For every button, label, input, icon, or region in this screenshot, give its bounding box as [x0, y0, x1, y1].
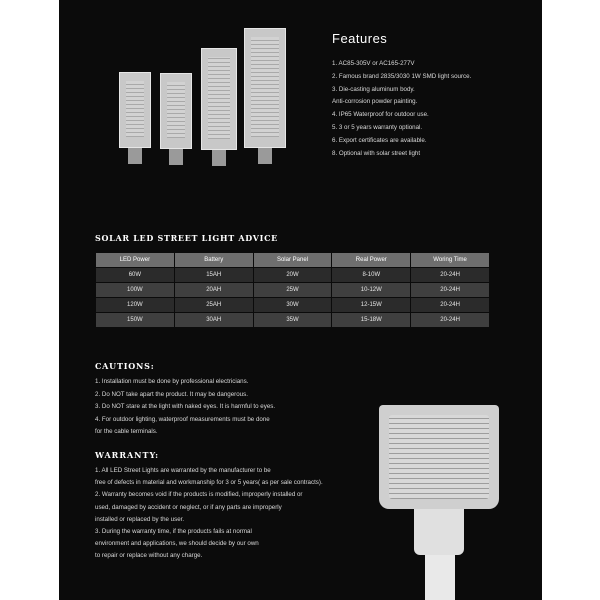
warranty-line: environment and applications, we should decide by our own: [95, 540, 259, 548]
street-light-small: [119, 72, 151, 148]
table-cell: 60W: [96, 268, 175, 283]
cautions-heading: CAUTIONS:: [95, 361, 155, 371]
features-list: [332, 58, 471, 160]
table-cell: 25AH: [174, 298, 253, 313]
column-header: Real Power: [332, 253, 411, 268]
table-cell: 20W: [253, 268, 332, 283]
table-row: [96, 313, 490, 328]
caution-item: 1. Installation must be done by professional electricians.: [95, 378, 249, 385]
cautions-list: [95, 376, 275, 439]
feature-item: 6. Export certificates are available.: [332, 136, 427, 144]
table-cell: 15AH: [174, 268, 253, 283]
table-cell: 20-24H: [411, 313, 490, 328]
table-cell: 100W: [96, 283, 175, 298]
table-row: [96, 268, 490, 283]
warranty-line: free of defects in material and workmanship for 3 or 5 years( as per sale contracts).: [95, 479, 323, 487]
table-cell: 8-10W: [332, 268, 411, 283]
feature-item: 3. Die-casting aluminum body.: [332, 85, 415, 93]
table-row: [96, 298, 490, 313]
spec-table: [95, 252, 490, 328]
caution-item: for the cable terminals.: [95, 428, 158, 436]
table-cell: 20AH: [174, 283, 253, 298]
advice-heading: SOLAR LED STREET LIGHT ADVICE: [95, 233, 278, 243]
warranty-line: 1. All LED Street Lights are warranted by the manufacturer to be: [95, 467, 271, 474]
table-cell: 15-18W: [332, 313, 411, 328]
street-light-closeup-image: [379, 405, 499, 553]
warranty-text: [95, 465, 323, 563]
table-cell: 10-12W: [332, 283, 411, 298]
feature-item: 8. Optional with solar street light: [332, 149, 421, 157]
column-header: Battery: [174, 253, 253, 268]
features-heading: Features: [332, 31, 388, 46]
caution-item: 3. Do NOT stare at the light with naked eyes. It is harmful to eyes.: [95, 403, 276, 411]
feature-item: 2. Famous brand 2835/3030 1W SMD light source.: [332, 72, 472, 80]
warranty-line: used, damaged by accident or neglect, or if any parts are improperly: [95, 503, 282, 511]
street-light-large: [201, 48, 237, 150]
table-cell: 20-24H: [411, 268, 490, 283]
table-cell: 25W: [253, 283, 332, 298]
warranty-line: to repair or replace without any charge.: [95, 552, 203, 560]
table-cell: 20-24H: [411, 283, 490, 298]
table-cell: 30AH: [174, 313, 253, 328]
table-cell: 20-24H: [411, 298, 490, 313]
warranty-heading: WARRANTY:: [95, 450, 160, 460]
feature-item: 4. IP65 Waterproof for outdoor use.: [332, 111, 429, 119]
column-header: LED Power: [96, 253, 175, 268]
warranty-line: installed or replaced by the user.: [95, 515, 185, 523]
table-cell: 12-15W: [332, 298, 411, 313]
feature-item: 1. AC85-305V or AC165-277V: [332, 60, 415, 67]
table-cell: 150W: [96, 313, 175, 328]
table-cell: 35W: [253, 313, 332, 328]
feature-item: 5. 3 or 5 years warranty optional.: [332, 123, 423, 131]
feature-item: Anti-corrosion powder painting.: [332, 98, 418, 106]
caution-item: 4. For outdoor lighting, waterproof measurements must be done: [95, 415, 270, 423]
table-cell: 30W: [253, 298, 332, 313]
caution-item: 2. Do NOT take apart the product. It may be dangerous.: [95, 390, 248, 398]
table-row: [96, 283, 490, 298]
street-light-xlarge: [244, 28, 286, 148]
warranty-line: 3. During the warranty time, if the products fails at normal: [95, 528, 252, 536]
table-cell: 120W: [96, 298, 175, 313]
warranty-line: 2. Warranty becomes void if the products is modified, improperly installed or: [95, 491, 303, 499]
street-light-medium: [160, 73, 192, 149]
column-header: Solar Panel: [253, 253, 332, 268]
column-header: Woring Time: [411, 253, 490, 268]
table-header-row: [96, 253, 490, 268]
product-sheet: [59, 0, 542, 600]
